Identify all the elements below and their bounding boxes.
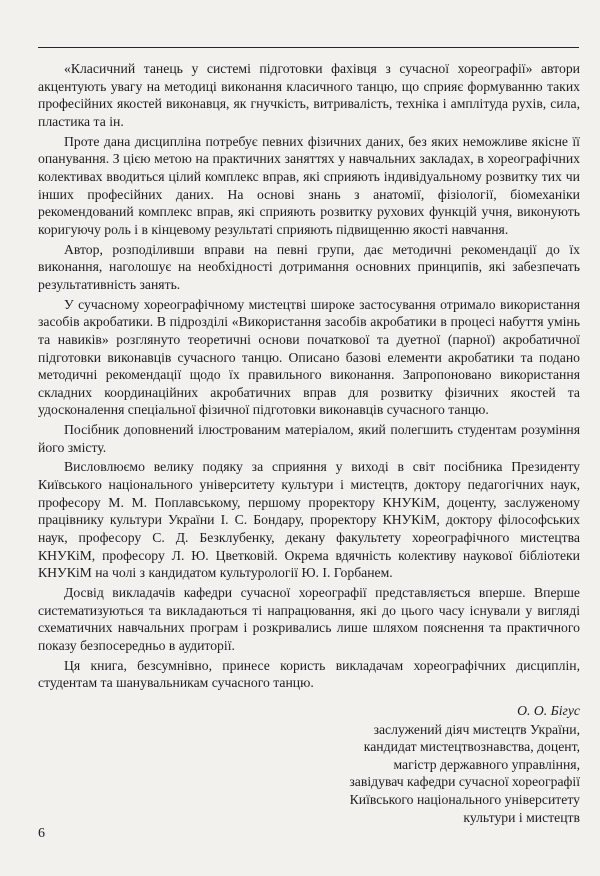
author-name: О. О. Бігус — [517, 702, 580, 718]
paragraph: Ця книга, безсумнівно, принесе користь викладачам хореографічних дисциплін, студентам та шанувальникам сучасного танцю. — [38, 657, 580, 691]
paragraph: Досвід викладачів кафедри сучасної хореографії представляється вперше. Вперше систематизуються та викладаються ті напрацювання, які до цього часу існували у вигляді схематичних навчальних програм і розкривались лише шляхом пояснення та практичного показу безпосередньо в аудиторії. — [38, 585, 580, 653]
paragraph: Автор, розподіливши вправи на певні групи, дає методичні рекомендації до їх виконання, наголошує на необхідності дотримання основних принципів, які забезпечать результативність занять. — [38, 241, 580, 292]
header-rule — [38, 47, 579, 48]
author-title-line: культури і мистецтв — [463, 809, 580, 825]
paragraph: У сучасному хореографічному мистецтві широке застосування отримало використання засобів акробатики. В підрозділі «Використання засобів акробатики в процесі набуття умінь та навиків» розглянуто теоретичні основи початкової та дуетної (парної) акробатичної підготовки виконавців сучасного танцю. Описано базові елементи акробатики та подано методичні рекомендації щодо їх правильного виконання. Запропоновано використання складних координаційних акробатичних вправ для розвитку фізичних якостей та удосконалення спеціальної фізичної підготовки виконавців сучасного танцю. — [38, 296, 580, 418]
paragraph: Проте дана дисципліна потребує певних фізичних даних, без яких неможливе якісне її опанування. З цією метою на практичних заняттях у навчальних закладах, в хореографічних колективах вводиться цілий комплекс вправ, які сприяють індивідуальному розвитку тих чи інших професійних даних. На основі знань з анатомії, фізіології, біомеханіки рекомендований комплекс вправ, які сприяють розвитку рухових функцій учня, виконують коригуючу роль і в кінцевому результаті сприяють підвищенню якості навчання. — [38, 133, 580, 237]
page-number: 6 — [38, 826, 45, 841]
signature-block — [38, 702, 580, 826]
author-title-line: заслужений діяч мистецтв України, — [373, 721, 580, 737]
body-text — [38, 60, 580, 826]
author-title-line: кандидат мистецтвознавства, доцент, — [363, 739, 580, 755]
paragraph: Висловлюємо велику подяку за сприяння у виході в світ посібника Президенту Київського національного університету культури і мистецтв, доктору педагогічних наук, професору М. М. Поплавському, першому проректору КНУКіМ, доценту, заслуженому працівнику культури України І. С. Бондару, проректору КНУКіМ, доктору філософських наук, професору С. Д. Безклубенку, декану факультету хореографічного мистецтва КНУКіМ, професору Л. Ю. Цветковій. Окрема вдячність колективу наукової бібліотеки КНУКіМ на чолі з кандидатом культурології Ю. І. Горбанем. — [38, 459, 580, 581]
author-title-line: Київського національного університету — [349, 791, 580, 807]
author-title-line: магістр державного управління, — [393, 756, 580, 772]
author-title-line: завідувач кафедри сучасної хореографії — [349, 774, 580, 790]
paragraph: Посібник доповнений ілюстрованим матеріалом, який полегшить студентам розуміння його змісту. — [38, 422, 580, 455]
paragraph: «Класичний танець у системі підготовки фахівця з сучасної хореографії» автори акцентують увагу на методиці виконання класичного танцю, що сприяє формуванню таких професійних якостей виконавця, як гнучкість, витривалість, техніка і амплітуда рухів, сила, пластика та ін. — [38, 61, 580, 129]
